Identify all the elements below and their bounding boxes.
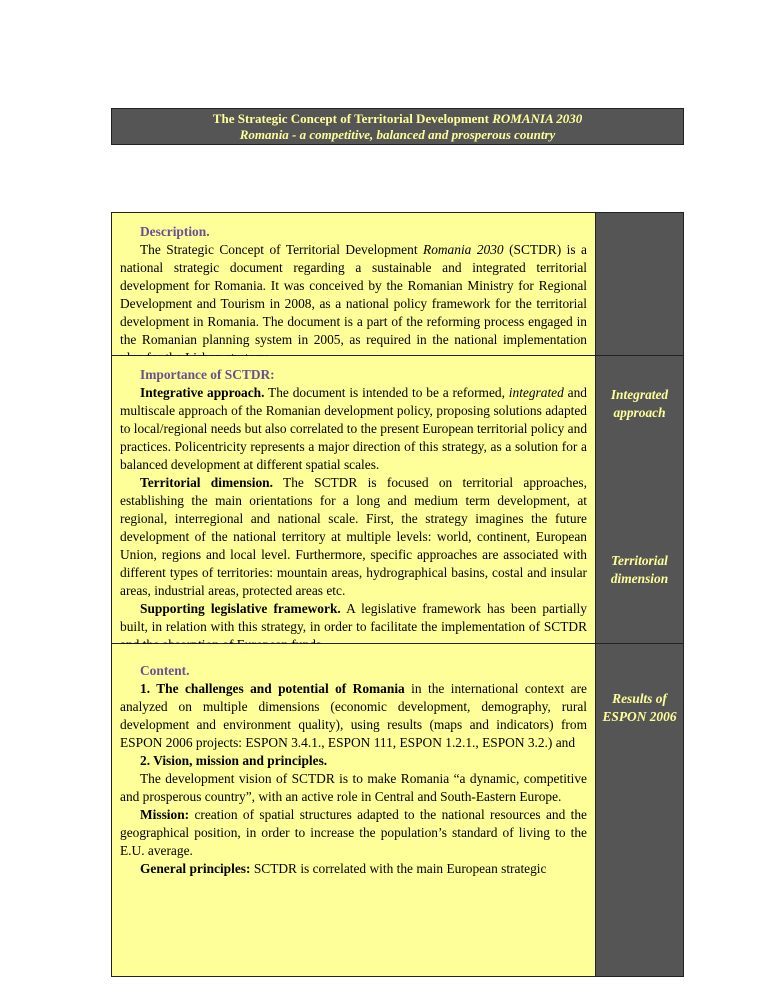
description-side-cell xyxy=(596,213,683,355)
importance-cell xyxy=(112,356,596,643)
legislative-paragraph: Supporting legislative framework. A legislative framework has been partially built, in relation with this strategy, in order to facilitate the implementation of SCTDR xyxy=(120,601,587,634)
territorial-paragraph: Territorial dimension. The SCTDR is focused on territorial approaches, establishing the main orientations for a long and medium term development, at regional, interregional and national scale. First, the strategy imagines the future development of the national territory at multiple levels: world, continent, European Union, regions and local level. Furthermore, specific approaches are associated with different types of territories: mountain areas, hydrographical basins, costal and insular areas, industrial areas, protected areas etc. xyxy=(120,475,587,598)
importance-heading: Importance of SCTDR: xyxy=(140,367,275,382)
importance-side-cell xyxy=(596,356,683,643)
integrative-paragraph: Integrative approach. The document is intended to be a reformed, integrated and multiscale approach of the Romanian development policy, proposing solutions adapted to local/regional needs but also correlated to the present European territorial policy and practices. Policentricity represents a major direction of this strategy, as a solution for a balanced development at different spatial scales. xyxy=(120,385,588,472)
territorial-dimension-label: Territorial dimension xyxy=(610,553,669,586)
content-table xyxy=(111,212,684,977)
importance-row xyxy=(112,356,683,644)
document-title-box xyxy=(111,108,684,145)
principles-paragraph: General principles: SCTDR is correlated with the main European strategic xyxy=(140,861,547,876)
description-cell xyxy=(112,213,596,355)
integrated-approach-label: Integrated approach xyxy=(610,387,669,420)
document-subtitle: Romania - a competitive, balanced and prosperous country xyxy=(239,127,556,142)
mission-paragraph: Mission: creation of spatial structures adapted to the national resources and the geographical position, in order to increase the population’s standard of living to the E.U. average. xyxy=(120,807,587,858)
content-row xyxy=(112,644,683,976)
vision-heading: 2. Vision, mission and principles. xyxy=(140,753,328,768)
description-paragraph: The Strategic Concept of Territorial Development Romania 2030 (SCTDR) is a national strategic document regarding a sustainable and integrated territorial development for Romania. It was conceived by the Romanian Ministry for Regional Development and Tourism in 2008, as a national policy framework for the territorial development in Romania. The document is a part of the reforming process engaged in the Romanian planning system in 2005, as required in the national implementation xyxy=(120,242,587,347)
espon-results-label: Results of ESPON 2006 xyxy=(602,691,677,724)
content-heading: Content. xyxy=(140,663,190,678)
document-title: The Strategic Concept of Territorial Development ROMANIA 2030 xyxy=(212,111,583,126)
description-row xyxy=(112,213,683,356)
content-side-cell xyxy=(596,644,683,976)
content-cell xyxy=(112,644,596,976)
vision-paragraph: The development vision of SCTDR is to make Romania “a dynamic, competitive and prosperous country”, with an active role in Central and South-Eastern Europe. xyxy=(120,771,587,804)
challenges-paragraph: 1. The challenges and potential of Romania in the international context are analyzed on multiple dimensions (economic development, demography, rural development and environment quality), using results (maps and indicators) from ESPON 2006 projects: ESPON 3.4.1., ESPON 111, ESPON 1.2.1., ESPON 3.2.) and xyxy=(120,681,587,750)
description-heading: Description. xyxy=(140,224,210,239)
